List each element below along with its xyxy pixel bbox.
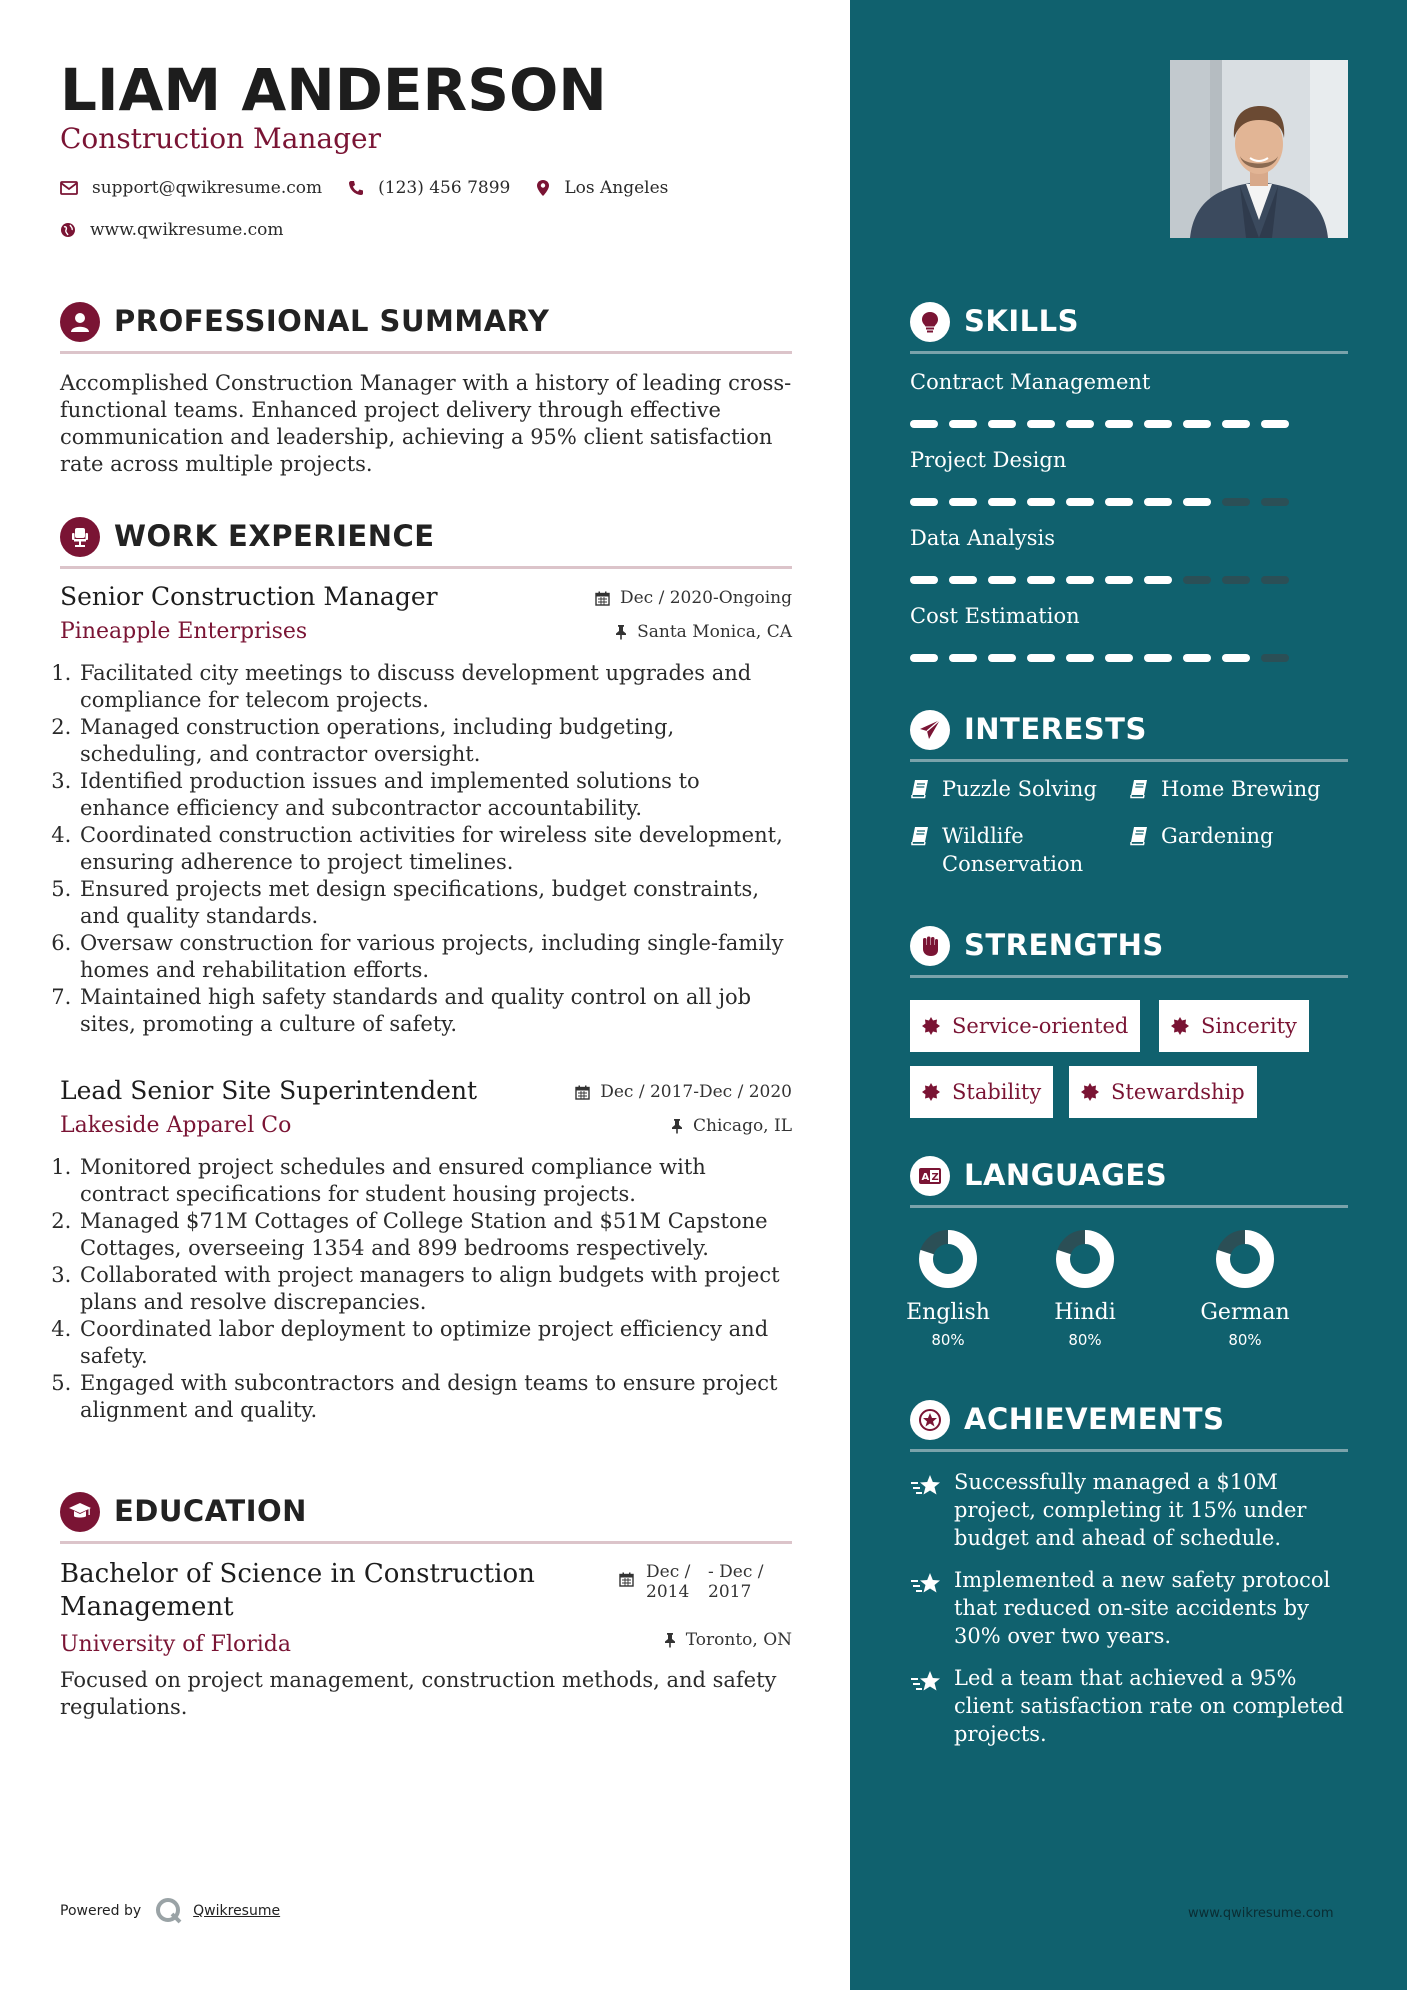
- badge-burst-icon: [1171, 1017, 1189, 1035]
- skill-item: [910, 526, 1350, 550]
- interest-item: [910, 822, 1100, 878]
- office-chair-icon: [60, 517, 100, 557]
- skill-level-segment: [1183, 654, 1211, 662]
- globe-icon: [60, 222, 76, 238]
- interest-label: Puzzle Solving: [942, 777, 1097, 801]
- skill-level-segment: [1066, 654, 1094, 662]
- fist-icon: [910, 926, 950, 966]
- skill-level-bar: [910, 576, 1300, 584]
- skill-item: [910, 448, 1350, 472]
- job-dates: [595, 588, 792, 608]
- achievement-item: [910, 1566, 1350, 1650]
- summary-heading: [60, 298, 792, 354]
- interest-item: [1129, 775, 1321, 803]
- achievement-item: [910, 1468, 1350, 1552]
- skill-item: [910, 604, 1350, 628]
- skill-level-segment: [1144, 654, 1172, 662]
- job-location-text: Chicago, IL: [693, 1116, 792, 1136]
- badge-burst-icon: [922, 1017, 940, 1035]
- paper-plane-icon: [910, 710, 950, 750]
- lightbulb-icon: [910, 302, 950, 342]
- language-progress-ring: [1052, 1226, 1118, 1292]
- language-name: English: [906, 1300, 990, 1325]
- strengths-heading-label: STRENGTHS: [964, 928, 1164, 962]
- email-contact[interactable]: [60, 178, 322, 198]
- skill-level-segment: [1105, 576, 1133, 584]
- job-bullet: 6. Oversaw construction for various projects, including single-family homes and rehabilitation efforts.: [78, 930, 792, 984]
- phone-text: (123) 456 7899: [378, 178, 511, 198]
- strength-label: Service-oriented: [952, 1014, 1129, 1038]
- job-bullet: 7. Maintained high safety standards and quality control on all job sites, promoting a culture of safety.: [78, 984, 792, 1038]
- achievement-text: Led a team that achieved a 95% client satisfaction rate on completed projects.: [954, 1666, 1344, 1746]
- skill-level-segment: [910, 654, 938, 662]
- job-bullet: 3. Identified production issues and implemented solutions to enhance efficiency and subcontractor accountability.: [78, 768, 792, 822]
- user-icon: [60, 302, 100, 342]
- skill-level-segment: [949, 654, 977, 662]
- phone-icon: [348, 180, 364, 196]
- translate-icon: [910, 1156, 950, 1196]
- job-dates-text: Dec / 2020-Ongoing: [619, 588, 792, 608]
- skill-level-segment: [949, 576, 977, 584]
- candidate-title: Construction Manager: [60, 122, 382, 155]
- job-dates: [575, 1082, 792, 1102]
- language-percent: 80%: [1228, 1331, 1262, 1349]
- languages-heading-label: LANGUAGES: [964, 1158, 1168, 1192]
- education-heading: [60, 1488, 792, 1544]
- language-name: German: [1200, 1300, 1290, 1325]
- location-text: Los Angeles: [564, 178, 669, 198]
- education-heading-label: EDUCATION: [114, 1494, 307, 1528]
- job-role: Senior Construction Manager: [60, 582, 438, 611]
- job-bullet: 5. Engaged with subcontractors and design teams to ensure project alignment and quality.: [78, 1370, 792, 1424]
- shooting-star-icon: [910, 1670, 942, 1694]
- strength-label: Stability: [952, 1080, 1042, 1104]
- language-percent: 80%: [931, 1331, 965, 1349]
- strength-chip: [910, 1000, 1140, 1052]
- achievement-text: Successfully managed a $10M project, completing it 15% under budget and ahead of schedule.: [954, 1470, 1307, 1550]
- shooting-star-icon: [910, 1474, 942, 1498]
- skill-level-segment: [1066, 576, 1094, 584]
- skill-level-segment: [1222, 420, 1250, 428]
- skill-level-segment: [1027, 654, 1055, 662]
- education-start: Dec / 2014: [646, 1562, 691, 1602]
- skill-level-segment: [1105, 498, 1133, 506]
- job-dates-text: Dec / 2017-Dec / 2020: [600, 1082, 792, 1102]
- skill-level-segment: [1066, 498, 1094, 506]
- job-bullet: 1. Monitored project schedules and ensured compliance with contract specifications for student housing projects.: [78, 1154, 792, 1208]
- skills-heading: [910, 298, 1348, 354]
- calendar-icon: [575, 1085, 590, 1100]
- skill-level-segment: [1144, 498, 1172, 506]
- education-entry: [60, 1558, 792, 1721]
- footer-site[interactable]: www.qwikresume.com: [1188, 1906, 1334, 1921]
- strengths-heading: [910, 922, 1348, 978]
- interest-item: [1129, 822, 1273, 850]
- badge-burst-icon: [1081, 1083, 1099, 1101]
- experience-heading: [60, 513, 792, 569]
- skill-level-segment: [1183, 576, 1211, 584]
- qwikresume-link[interactable]: Qwikresume: [193, 1903, 281, 1919]
- book-icon: [910, 826, 930, 846]
- skill-level-segment: [1144, 576, 1172, 584]
- skill-level-segment: [1027, 576, 1055, 584]
- graduation-cap-icon: [60, 1492, 100, 1532]
- achievement-item: [910, 1664, 1350, 1748]
- job-entry: [60, 582, 792, 1038]
- languages-heading: [910, 1152, 1348, 1208]
- language-percent: 80%: [1068, 1331, 1102, 1349]
- achievement-text: Implemented a new safety protocol that reduced on-site accidents by 30% over two years.: [954, 1568, 1331, 1648]
- envelope-icon: [60, 181, 78, 195]
- education-dates: [619, 1562, 764, 1602]
- strength-label: Stewardship: [1111, 1080, 1245, 1104]
- language-progress-ring: [1212, 1226, 1278, 1292]
- summary-heading-label: PROFESSIONAL SUMMARY: [114, 304, 550, 338]
- job-bullet: 4. Coordinated labor deployment to optimize project efficiency and safety.: [78, 1316, 792, 1370]
- book-icon: [910, 779, 930, 799]
- skill-level-segment: [1261, 576, 1289, 584]
- interest-item: [910, 775, 1097, 803]
- language-item: [1025, 1226, 1145, 1349]
- skill-level-segment: [910, 420, 938, 428]
- powered-by: [60, 1897, 280, 1925]
- skill-item: [910, 370, 1350, 394]
- svg-text:A: A: [921, 1172, 930, 1183]
- svg-text:Z: Z: [931, 1172, 939, 1183]
- calendar-icon: [619, 1572, 634, 1587]
- job-role: Lead Senior Site Superintendent: [60, 1076, 478, 1105]
- skill-level-segment: [1066, 420, 1094, 428]
- website-contact[interactable]: [60, 220, 284, 240]
- skill-level-segment: [910, 498, 938, 506]
- contact-row-1: [60, 178, 694, 198]
- degree: Bachelor of Science in Construction Management: [60, 1559, 535, 1622]
- achievements-heading-label: ACHIEVEMENTS: [964, 1402, 1225, 1436]
- education-location-text: Toronto, ON: [685, 1630, 792, 1650]
- job-bullet: 1. Facilitated city meetings to discuss development upgrades and compliance for telecom projects.: [78, 660, 792, 714]
- star-medal-icon: [910, 1400, 950, 1440]
- education-location: [664, 1630, 792, 1650]
- skill-level-bar: [910, 654, 1300, 662]
- interest-label: Wildlife Conservation: [942, 824, 1084, 876]
- job-bullet: 2. Managed $71M Cottages of College Station and $51M Capstone Cottages, overseeing 1354 and 899 bedrooms respectively.: [78, 1208, 792, 1262]
- skill-level-segment: [1222, 498, 1250, 506]
- language-item: [888, 1226, 1008, 1349]
- skill-name: Contract Management: [910, 370, 1151, 394]
- job-bullet: 5. Ensured projects met design specifications, budget constraints, and quality standards.: [78, 876, 792, 930]
- job-company: Pineapple Enterprises: [60, 619, 308, 644]
- language-name: Hindi: [1054, 1300, 1116, 1325]
- powered-by-text: Powered by: [60, 1903, 142, 1919]
- strength-label: Sincerity: [1201, 1014, 1297, 1038]
- job-bullet: 4. Coordinated construction activities for wireless site development, ensuring adherence to project timelines.: [78, 822, 792, 876]
- skill-name: Project Design: [910, 448, 1067, 472]
- job-bullets: [60, 1154, 792, 1424]
- achievements-heading: [910, 1396, 1348, 1452]
- skills-heading-label: SKILLS: [964, 304, 1079, 338]
- strength-chip: [1159, 1000, 1309, 1052]
- education-description: Focused on project management, construction methods, and safety regulations.: [60, 1668, 777, 1719]
- language-progress-ring: [915, 1226, 981, 1292]
- pushpin-icon: [671, 1118, 683, 1134]
- map-pin-icon: [536, 179, 550, 197]
- strength-chip: [910, 1066, 1053, 1118]
- language-item: [1185, 1226, 1305, 1349]
- skill-level-bar: [910, 420, 1300, 428]
- website-text: www.qwikresume.com: [90, 220, 284, 240]
- profile-photo: [1170, 60, 1348, 238]
- interests-heading: [910, 706, 1348, 762]
- skill-name: Cost Estimation: [910, 604, 1080, 628]
- skill-level-segment: [1144, 420, 1172, 428]
- experience-heading-label: WORK EXPERIENCE: [114, 519, 435, 553]
- skill-level-segment: [1183, 498, 1211, 506]
- skill-level-segment: [1105, 654, 1133, 662]
- skill-level-segment: [988, 576, 1016, 584]
- skill-level-segment: [1261, 654, 1289, 662]
- job-location: [671, 1116, 792, 1136]
- skill-level-segment: [1027, 498, 1055, 506]
- skill-level-segment: [1222, 576, 1250, 584]
- job-company: Lakeside Apparel Co: [60, 1113, 292, 1138]
- book-icon: [1129, 826, 1149, 846]
- job-location: [615, 622, 792, 642]
- summary-text: Accomplished Construction Manager with a history of leading cross-functional teams. Enhanced project delivery through effective communication and leadership, achieving a 95% client satisfaction rate across multiple projects.: [60, 371, 792, 476]
- phone-contact[interactable]: [348, 178, 510, 198]
- skill-name: Data Analysis: [910, 526, 1056, 550]
- contact-row-2: [60, 220, 310, 240]
- pushpin-icon: [615, 624, 627, 640]
- skill-level-bar: [910, 498, 1300, 506]
- qwikresume-logo-icon: [155, 1897, 183, 1925]
- badge-burst-icon: [922, 1083, 940, 1101]
- location-contact: [536, 178, 668, 198]
- email-text: support@qwikresume.com: [92, 178, 323, 198]
- skill-level-segment: [988, 420, 1016, 428]
- strength-chip: [1069, 1066, 1257, 1118]
- job-location-text: Santa Monica, CA: [637, 622, 792, 642]
- interest-label: Gardening: [1161, 824, 1274, 848]
- skill-level-segment: [988, 498, 1016, 506]
- skill-level-segment: [988, 654, 1016, 662]
- job-bullet: 3. Collaborated with project managers to align budgets with project plans and resolve discrepancies.: [78, 1262, 792, 1316]
- pushpin-icon: [664, 1632, 676, 1648]
- job-bullets: [60, 660, 792, 1038]
- job-bullet: 2. Managed construction operations, including budgeting, scheduling, and contractor oversight.: [78, 714, 792, 768]
- skill-level-segment: [1105, 420, 1133, 428]
- school: University of Florida: [60, 1632, 291, 1657]
- skill-level-segment: [949, 420, 977, 428]
- interest-label: Home Brewing: [1161, 777, 1321, 801]
- calendar-icon: [595, 591, 610, 606]
- skill-level-segment: [949, 498, 977, 506]
- skill-level-segment: [1261, 498, 1289, 506]
- skill-level-segment: [910, 576, 938, 584]
- job-entry: [60, 1076, 792, 1424]
- skill-level-segment: [1222, 654, 1250, 662]
- candidate-name: LIAM ANDERSON: [60, 56, 607, 124]
- book-icon: [1129, 779, 1149, 799]
- education-end: - Dec / 2017: [708, 1562, 764, 1602]
- skill-level-segment: [1183, 420, 1211, 428]
- skill-level-segment: [1261, 420, 1289, 428]
- skill-level-segment: [1027, 420, 1055, 428]
- interests-heading-label: INTERESTS: [964, 712, 1147, 746]
- shooting-star-icon: [910, 1572, 942, 1596]
